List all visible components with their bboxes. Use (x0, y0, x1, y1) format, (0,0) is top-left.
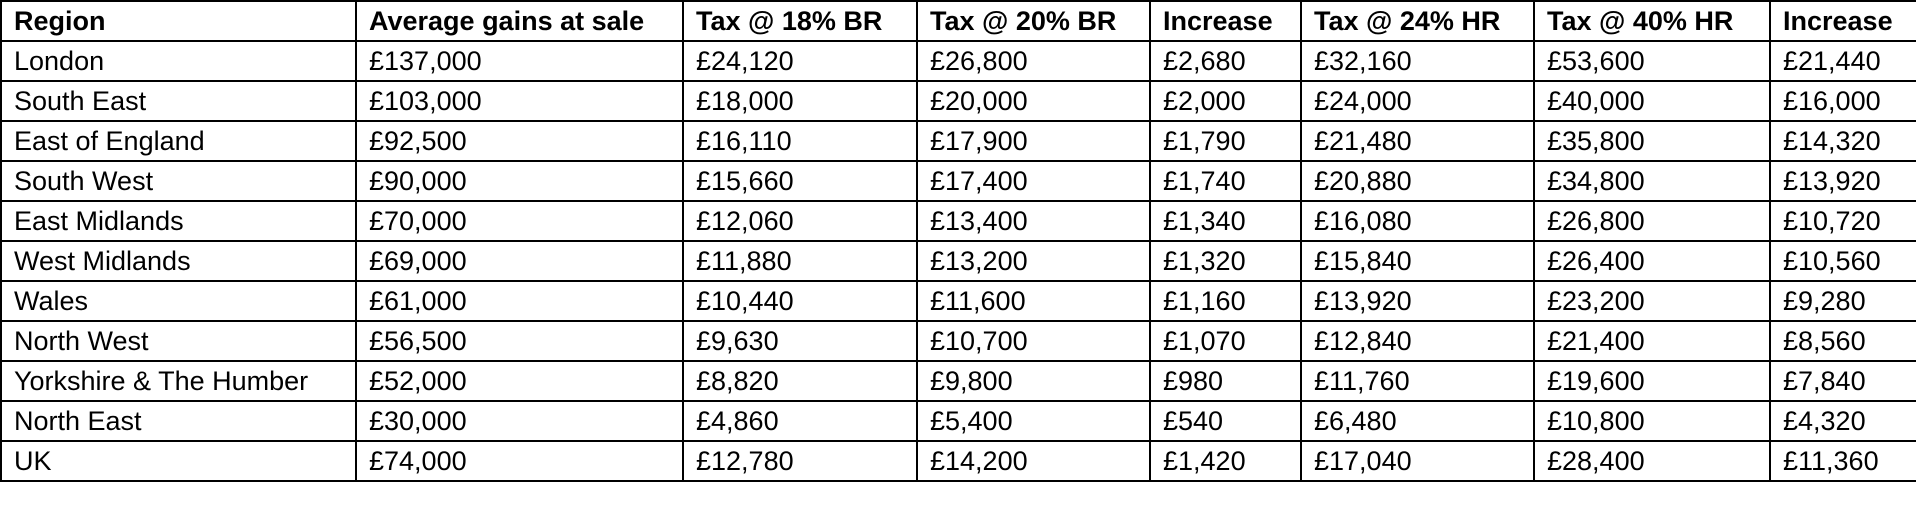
header-row (1, 1, 1916, 41)
increase-hr-cell: £10,560 (1770, 241, 1916, 281)
average-gains-cell: £74,000 (356, 441, 683, 481)
table-row (1, 201, 1916, 241)
average-gains-cell: £56,500 (356, 321, 683, 361)
average-gains-cell: £69,000 (356, 241, 683, 281)
region-cell: West Midlands (1, 241, 356, 281)
region-cell: Yorkshire & The Humber (1, 361, 356, 401)
increase-hr-cell: £21,440 (1770, 41, 1916, 81)
average-gains-cell: £52,000 (356, 361, 683, 401)
tax-24-hr-cell: £17,040 (1301, 441, 1534, 481)
table-row (1, 121, 1916, 161)
region-cell: UK (1, 441, 356, 481)
increase-hr-cell: £13,920 (1770, 161, 1916, 201)
table-row (1, 441, 1916, 481)
tax-40-hr-cell: £26,400 (1534, 241, 1770, 281)
tax-20-br-cell: £5,400 (917, 401, 1150, 441)
tax-24-hr-cell: £24,000 (1301, 81, 1534, 121)
tax-24-hr-cell: £6,480 (1301, 401, 1534, 441)
tax-18-br-cell: £18,000 (683, 81, 917, 121)
table-row (1, 321, 1916, 361)
tax-24-hr-cell: £21,480 (1301, 121, 1534, 161)
tax-20-br-cell: £20,000 (917, 81, 1150, 121)
header-cell-increase-hr: Increase (1770, 1, 1916, 41)
tax-24-hr-cell: £11,760 (1301, 361, 1534, 401)
increase-br-cell: £540 (1150, 401, 1301, 441)
table-row (1, 281, 1916, 321)
increase-br-cell: £1,160 (1150, 281, 1301, 321)
tax-18-br-cell: £4,860 (683, 401, 917, 441)
tax-40-hr-cell: £53,600 (1534, 41, 1770, 81)
tax-20-br-cell: £13,400 (917, 201, 1150, 241)
increase-br-cell: £1,420 (1150, 441, 1301, 481)
tax-24-hr-cell: £15,840 (1301, 241, 1534, 281)
table-body (1, 41, 1916, 481)
average-gains-cell: £90,000 (356, 161, 683, 201)
tax-24-hr-cell: £13,920 (1301, 281, 1534, 321)
tax-40-hr-cell: £35,800 (1534, 121, 1770, 161)
tax-20-br-cell: £11,600 (917, 281, 1150, 321)
increase-hr-cell: £4,320 (1770, 401, 1916, 441)
table-row (1, 161, 1916, 201)
average-gains-cell: £70,000 (356, 201, 683, 241)
average-gains-cell: £30,000 (356, 401, 683, 441)
tax-40-hr-cell: £34,800 (1534, 161, 1770, 201)
tax-40-hr-cell: £19,600 (1534, 361, 1770, 401)
average-gains-cell: £92,500 (356, 121, 683, 161)
increase-hr-cell: £14,320 (1770, 121, 1916, 161)
tax-18-br-cell: £9,630 (683, 321, 917, 361)
tax-20-br-cell: £14,200 (917, 441, 1150, 481)
table-header (1, 1, 1916, 41)
tax-18-br-cell: £10,440 (683, 281, 917, 321)
increase-hr-cell: £10,720 (1770, 201, 1916, 241)
tax-18-br-cell: £12,780 (683, 441, 917, 481)
tax-40-hr-cell: £40,000 (1534, 81, 1770, 121)
tax-24-hr-cell: £12,840 (1301, 321, 1534, 361)
tax-40-hr-cell: £26,800 (1534, 201, 1770, 241)
header-cell-increase-br: Increase (1150, 1, 1301, 41)
increase-br-cell: £980 (1150, 361, 1301, 401)
region-cell: London (1, 41, 356, 81)
region-cell: Wales (1, 281, 356, 321)
table-row (1, 361, 1916, 401)
tax-18-br-cell: £8,820 (683, 361, 917, 401)
increase-hr-cell: £11,360 (1770, 441, 1916, 481)
average-gains-cell: £61,000 (356, 281, 683, 321)
header-cell-tax-24-hr: Tax @ 24% HR (1301, 1, 1534, 41)
tax-20-br-cell: £13,200 (917, 241, 1150, 281)
tax-24-hr-cell: £16,080 (1301, 201, 1534, 241)
average-gains-cell: £137,000 (356, 41, 683, 81)
increase-hr-cell: £9,280 (1770, 281, 1916, 321)
header-cell-tax-20-br: Tax @ 20% BR (917, 1, 1150, 41)
tax-40-hr-cell: £10,800 (1534, 401, 1770, 441)
region-cell: South East (1, 81, 356, 121)
region-cell: North East (1, 401, 356, 441)
tax-18-br-cell: £15,660 (683, 161, 917, 201)
region-cell: East of England (1, 121, 356, 161)
increase-br-cell: £2,000 (1150, 81, 1301, 121)
tax-18-br-cell: £12,060 (683, 201, 917, 241)
increase-br-cell: £1,740 (1150, 161, 1301, 201)
tax-40-hr-cell: £21,400 (1534, 321, 1770, 361)
increase-br-cell: £2,680 (1150, 41, 1301, 81)
table-row (1, 81, 1916, 121)
table-row (1, 241, 1916, 281)
increase-br-cell: £1,340 (1150, 201, 1301, 241)
tax-18-br-cell: £11,880 (683, 241, 917, 281)
increase-br-cell: £1,070 (1150, 321, 1301, 361)
table-row (1, 41, 1916, 81)
tax-20-br-cell: £17,900 (917, 121, 1150, 161)
tax-20-br-cell: £10,700 (917, 321, 1150, 361)
tax-40-hr-cell: £28,400 (1534, 441, 1770, 481)
increase-hr-cell: £7,840 (1770, 361, 1916, 401)
tax-20-br-cell: £26,800 (917, 41, 1150, 81)
tax-24-hr-cell: £32,160 (1301, 41, 1534, 81)
region-cell: East Midlands (1, 201, 356, 241)
region-cell: South West (1, 161, 356, 201)
increase-hr-cell: £8,560 (1770, 321, 1916, 361)
tax-18-br-cell: £24,120 (683, 41, 917, 81)
tax-40-hr-cell: £23,200 (1534, 281, 1770, 321)
increase-br-cell: £1,790 (1150, 121, 1301, 161)
tax-20-br-cell: £17,400 (917, 161, 1150, 201)
increase-br-cell: £1,320 (1150, 241, 1301, 281)
tax-20-br-cell: £9,800 (917, 361, 1150, 401)
table-row (1, 401, 1916, 441)
tax-18-br-cell: £16,110 (683, 121, 917, 161)
average-gains-cell: £103,000 (356, 81, 683, 121)
header-cell-tax-18-br: Tax @ 18% BR (683, 1, 917, 41)
region-cell: North West (1, 321, 356, 361)
increase-hr-cell: £16,000 (1770, 81, 1916, 121)
tax-24-hr-cell: £20,880 (1301, 161, 1534, 201)
header-cell-average-gains: Average gains at sale (356, 1, 683, 41)
header-cell-region: Region (1, 1, 356, 41)
header-cell-tax-40-hr: Tax @ 40% HR (1534, 1, 1770, 41)
